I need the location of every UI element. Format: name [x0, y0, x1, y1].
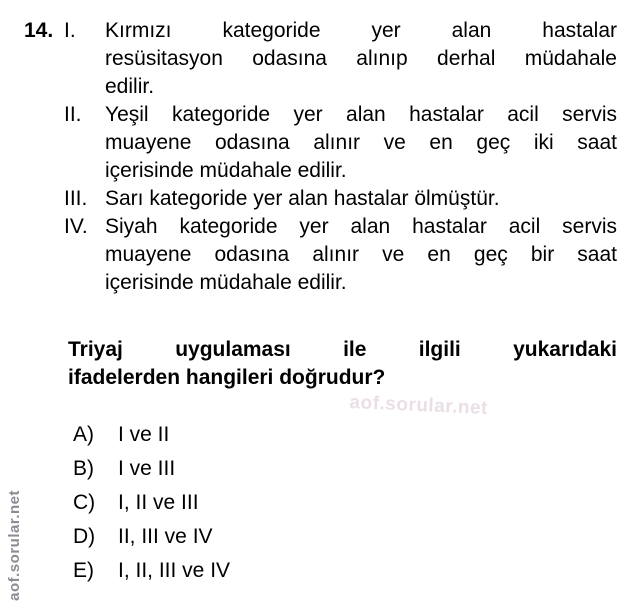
statement-item-3: [64, 185, 617, 213]
statement-line: Kırmızı kategoride yer alan hastalar: [105, 19, 617, 42]
option-row-d[interactable]: [73, 520, 230, 554]
option-letter: B): [73, 457, 94, 480]
statement-line: muayene odasına alınır ve en geç iki saat: [105, 131, 617, 154]
option-row-a[interactable]: [73, 418, 230, 452]
watermark-side: aof.sorular.net: [6, 490, 23, 601]
question-number: 14.: [24, 19, 54, 42]
question-stem: [68, 336, 617, 392]
statement-line: içerisinde müdahale edilir.: [105, 271, 347, 294]
option-row-c[interactable]: [73, 486, 230, 520]
option-text: I, II, III ve IV: [118, 559, 231, 582]
option-letter: D): [73, 525, 96, 548]
statement-list: [64, 17, 617, 297]
statement-line: resüsitasyon odasına alınıp derhal müdahale: [105, 47, 617, 70]
option-letter: E): [73, 559, 94, 582]
statement-line: Siyah kategoride yer alan hastalar acil servis: [105, 215, 617, 238]
option-letter: A): [73, 423, 94, 446]
statement-line: edilir.: [105, 75, 155, 98]
stem-line: Triyaj uygulaması ile ilgili yukarıdaki: [68, 338, 617, 361]
statement-line: Sarı kategoride yer alan hastalar ölmüştür.: [105, 187, 500, 210]
statement-numeral: III.: [64, 187, 88, 210]
statement-text: [105, 213, 617, 297]
stem-line: ifadelerden hangileri doğrudur?: [68, 366, 386, 389]
statement-item-2: [64, 101, 617, 185]
option-text: I ve II: [118, 423, 170, 446]
statement-text: [105, 17, 617, 101]
option-row-b[interactable]: [73, 452, 230, 486]
statement-numeral: I.: [64, 19, 76, 42]
statement-numeral: II.: [64, 103, 82, 126]
option-text: II, III ve IV: [118, 525, 213, 548]
option-row-e[interactable]: [73, 554, 230, 588]
option-text: I, II ve III: [118, 491, 199, 514]
options-list: [73, 418, 230, 588]
statement-line: Yeşil kategoride yer alan hastalar acil servis: [105, 103, 617, 126]
statement-numeral: IV.: [64, 215, 88, 238]
watermark-center: aof.sorular.net: [349, 392, 489, 420]
statement-text: [105, 101, 617, 185]
option-letter: C): [73, 491, 96, 514]
statement-item-4: [64, 213, 617, 297]
statement-item-1: [64, 17, 617, 101]
option-text: I ve III: [118, 457, 176, 480]
statement-line: muayene odasına alınır ve en geç bir saat: [105, 243, 617, 266]
statement-text: [105, 185, 617, 213]
statement-line: içerisinde müdahale edilir.: [105, 159, 347, 182]
